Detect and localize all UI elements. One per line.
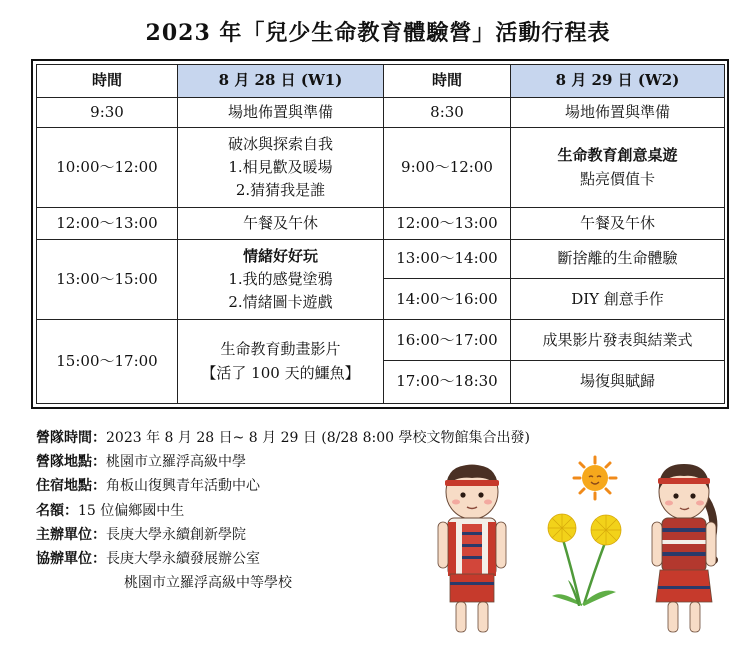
info-row-period	[36, 426, 530, 450]
info-label: 主辦單位：	[36, 526, 106, 543]
day2-time-cell: 12:00～13:00	[384, 207, 511, 239]
activity-title: 情緒好好玩	[242, 246, 318, 265]
day1-time-cell: 13:00～15:00	[37, 239, 178, 320]
day2-time-cell: 17:00～18:30	[384, 361, 511, 404]
day1-activity-cell	[178, 239, 384, 320]
activity-title: 生命教育動畫影片	[220, 340, 341, 359]
time-header-day2: 時間	[384, 65, 511, 98]
day2-activity-cell: 場復與賦歸	[511, 361, 725, 404]
day1-activity-cell	[178, 128, 384, 208]
day1-activity-cell: 場地佈置與準備	[178, 97, 384, 128]
day2-time-cell: 14:00～16:00	[384, 279, 511, 320]
info-value: 角板山復興青年活動中心	[106, 478, 260, 495]
table-row	[37, 239, 725, 279]
activity-item: 2.猜猜我是誰	[235, 181, 326, 200]
activity-item: 【活了 100 天的鱷魚】	[201, 363, 360, 382]
info-label: 名額：	[36, 502, 78, 519]
dandelion-flowers	[532, 500, 632, 610]
info-label: 營隊地點：	[36, 454, 106, 471]
day1-activity-cell: 午餐及午休	[178, 207, 384, 239]
day2-activity-cell: DIY 創意手作	[511, 279, 725, 320]
day1-time-cell: 9:30	[37, 97, 178, 128]
schedule-table	[36, 64, 725, 404]
info-label: 營隊時間：	[36, 430, 106, 446]
day2-time-cell: 16:00～17:00	[384, 320, 511, 361]
table-row	[37, 128, 725, 208]
day2-activity-cell	[511, 128, 725, 208]
activity-title: 破冰與探索自我	[227, 134, 333, 153]
info-value: 2023 年 8 月 28 日~ 8 月 29 日 (8/28 8:00 學校文物館集合出發)	[106, 430, 531, 446]
day2-time-cell: 9:00～12:00	[384, 128, 511, 208]
day2-activity-cell: 午餐及午休	[511, 207, 725, 239]
day1-header: 8 月 28 日 (W1)	[178, 65, 384, 98]
day2-time-cell: 13:00～14:00	[384, 239, 511, 279]
day2-activity-cell: 場地佈置與準備	[511, 97, 725, 128]
info-label: 協辦單位：	[36, 551, 106, 568]
day1-time-cell: 15:00～17:00	[37, 320, 178, 404]
sun-icon	[572, 455, 618, 501]
info-value: 長庚大學永續創新學院	[106, 526, 246, 543]
day1-time-cell: 12:00～13:00	[37, 207, 178, 239]
time-header-day1: 時間	[37, 65, 178, 98]
girl-figure	[648, 460, 724, 640]
table-row	[37, 320, 725, 361]
activity-title: 生命教育創意桌遊	[557, 146, 678, 165]
table-header-row	[37, 65, 725, 98]
info-value: 桃園市立羅浮高級中等學校	[124, 575, 292, 592]
day2-activity-cell: 成果影片發表與結業式	[511, 320, 725, 361]
boy-figure	[432, 462, 512, 638]
activity-item: 1.相見歡及暖場	[228, 157, 333, 176]
info-value: 15 位偏鄉國中生	[78, 502, 185, 519]
activity-item: 點亮價值卡	[579, 169, 655, 188]
table-row	[37, 97, 725, 128]
activity-item: 2.情緒圖卡遊戲	[228, 293, 333, 312]
day2-header: 8 月 29 日 (W2)	[511, 65, 725, 98]
info-value: 桃園市立羅浮高級中學	[106, 454, 246, 471]
info-label: 住宿地點：	[36, 478, 106, 495]
day2-activity-cell: 斷捨離的生命體驗	[511, 239, 725, 279]
table-row	[37, 207, 725, 239]
day2-time-cell: 8:30	[384, 97, 511, 128]
day1-activity-cell	[178, 320, 384, 404]
day1-time-cell: 10:00～12:00	[37, 128, 178, 208]
info-value: 長庚大學永續發展辦公室	[106, 551, 260, 568]
activity-item: 1.我的感覺塗鴉	[228, 269, 333, 288]
page-title: 2023 年「兒少生命教育體驗營」活動行程表	[145, 20, 611, 46]
